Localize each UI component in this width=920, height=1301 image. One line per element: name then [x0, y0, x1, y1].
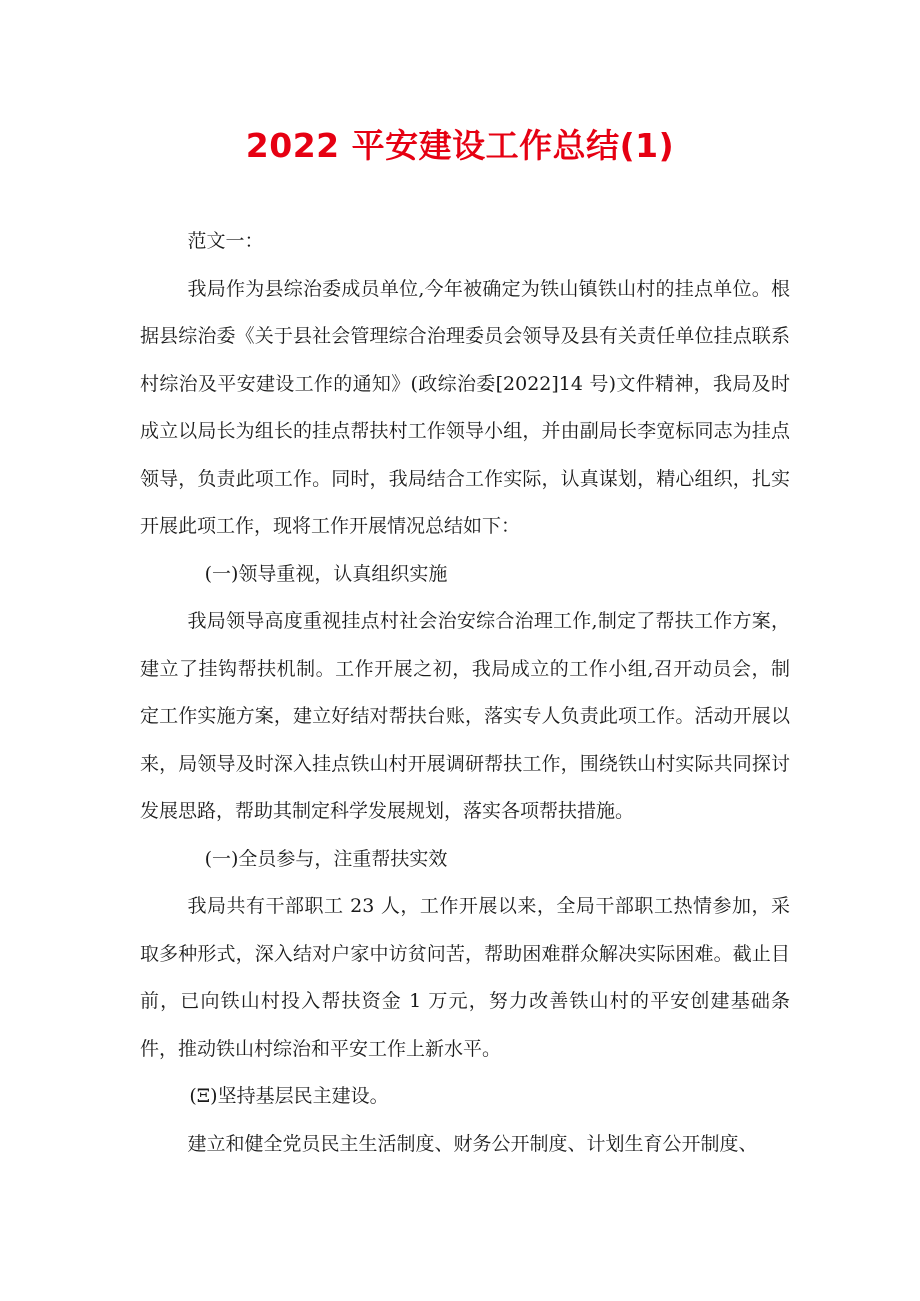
paragraph-democracy: 建立和健全党员民主生活制度、财务公开制度、计划生育公开制度、 — [187, 1132, 758, 1155]
paragraph-participation: 我局共有干部职工 23 人，工作开展以来，全局干部职工热情参加，采取多种形式，深入结对户家中访贫问苦，帮助困难群众解决实际困难。截止目前，已向铁山村投入帮扶资金 1 万元，努力改善铁山村的平安创建基础条件，推动铁山村综治和平安工作上新水平。 — [140, 895, 790, 1060]
paragraph-intro-label: 范文一： — [187, 230, 264, 252]
section-heading-participation: (一)全员参与，注重帮扶实效 — [204, 847, 448, 870]
document-body — [140, 218, 790, 1168]
paragraph-overview: 我局作为县综治委成员单位,今年被确定为铁山镇铁山村的挂点单位。根据县综治委《关于县社会管理综合治理委员会领导及县有关责任单位挂点联系村综治及平安建设工作的通知》(政综治委[2022]14 号)文件精神，我局及时成立以局长为组长的挂点帮扶村工作领导小组，并由副局长李宽标同志为挂点领导，负责此项工作。同时，我局结合工作实际，认真谋划，精心组织，扎实开展此项工作，现将工作开展情况总结如下： — [140, 277, 790, 537]
document-title: 2022 平安建设工作总结(1) — [245, 126, 675, 165]
paragraph-leadership: 我局领导高度重视挂点村社会治安综合治理工作,制定了帮扶工作方案，建立了挂钩帮扶机制。工作开展之初，我局成立的工作小组,召开动员会，制定工作实施方案，建立好结对帮扶台账，落实专人负责此项工作。活动开展以来，局领导及时深入挂点铁山村开展调研帮扶工作，围绕铁山村实际共同探讨发展思路，帮助其制定科学发展规划，落实各项帮扶措施。 — [140, 610, 790, 822]
section-heading-leadership: (一)领导重视，认真组织实施 — [204, 562, 448, 585]
section-heading-democracy: (Ξ)坚持基层民主建设。 — [189, 1085, 389, 1107]
